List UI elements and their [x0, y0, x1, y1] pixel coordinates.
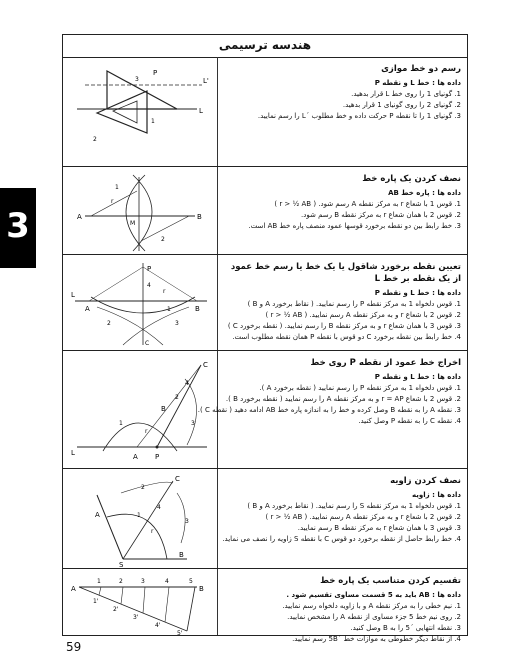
label-3: 3: [135, 76, 139, 83]
step: 3. نقطه انتهایی ´5 را به B وصل کنید.: [350, 624, 461, 632]
label-1: 1: [97, 578, 101, 585]
label-a: A: [95, 511, 100, 519]
label-b: B: [197, 213, 202, 221]
label-b: B: [161, 405, 166, 413]
label-1: 1: [137, 512, 141, 519]
step: 3. نقطه A را به نقطه B وصل کرده و خط را به اندازه پاره خط AB ادامه دهید ( نقطه C ).: [197, 406, 461, 414]
label-a: A: [85, 305, 90, 313]
step: 1. گونیای 1 را روی خط L قرار بدهید.: [351, 90, 461, 98]
label-a: A: [77, 213, 82, 221]
label-2: 2: [161, 236, 165, 243]
step: 4. خط رابط بین نقطه برخورد C دو قوس با نقطه P همان نقطه مطلوب است.: [232, 333, 461, 341]
label-r: r: [163, 288, 166, 295]
label-3: 3: [175, 320, 179, 327]
label-3-prime: 3': [133, 614, 139, 621]
label-2: 2: [119, 578, 123, 585]
label-2: 2: [93, 136, 97, 143]
given-data: داده ها : خط L و نقطه P: [374, 373, 461, 381]
label-l: L: [71, 449, 75, 457]
label-c: C: [145, 340, 150, 347]
chapter-number: 3: [6, 206, 30, 246]
label-4: 4: [185, 380, 189, 387]
step: 3. قوس 3 با همان شعاع r و به مرکز نقطه B را رسم نمایید. ( نقطه برخورد C ): [227, 322, 461, 330]
section-title: رسم دو خط موازی: [381, 64, 461, 74]
step: 4. خط رابط حاصل از نقطه برخورد دو قوس C با نقطه S زاویه را نصف می نماید.: [222, 535, 461, 543]
label-4: 4: [157, 504, 161, 511]
label-p: P: [153, 69, 158, 77]
step: 2. قوس 2 با شعاع r = AP و به مرکز نقطه A را رسم نمایید ( نقطه برخورد B ).: [225, 395, 461, 403]
step: 3. خط رابط بین دو نقطه برخورد قوسها عمود منصف پاره خط AB است.: [248, 222, 461, 230]
label-m: M: [130, 220, 136, 227]
section-title: اخراج خط عمود از نقطه P روی خط: [310, 358, 461, 368]
given-data: داده ها : خط L و نقطه P: [374, 289, 461, 297]
step: 1. قوس دلخواه 1 به مرکز نقطه S را رسم نمایید. ( نقاط برخورد A و B ): [247, 502, 461, 510]
figure-perpendicular-from-point: [67, 259, 213, 349]
label-5: 5: [189, 578, 193, 585]
step: 2. قوس 2 با همان شعاع r به مرکز نقطه B رسم شود.: [301, 211, 461, 219]
label-r: r: [145, 428, 148, 435]
label-p: P: [147, 265, 152, 273]
label-3: 3: [141, 578, 145, 585]
label-1: 1: [115, 184, 119, 191]
given-data: داده ها : AB باید به 5 قسمت مساوی تقسیم شود .: [286, 591, 461, 599]
figure-parallel-lines: [67, 61, 213, 161]
section-perpendicular-from-point: [63, 255, 467, 351]
label-2: 2: [141, 484, 145, 491]
section-title: نصف کردن زاویه: [390, 476, 461, 486]
given-data: داده ها : پاره خط AB: [388, 189, 461, 197]
text-bisect-angle: [222, 475, 461, 545]
page-number: 59: [66, 640, 82, 654]
text-perpendicular-from-point: [225, 261, 461, 343]
label-a: A: [71, 585, 76, 593]
section-title: تقسیم کردن متناسب یک پاره خط: [320, 576, 461, 586]
text-perpendicular-at-point: [197, 357, 461, 427]
given-data: داده ها : خط L و نقطه P: [374, 79, 461, 87]
step: 3. قوس 3 با همان شعاع r به مرکز نقطه B رسم نمایید.: [297, 524, 461, 532]
label-5-prime: 5': [177, 630, 183, 637]
step: 2. روی نیم خط 5 جزء مساوی از نقطه A را مشخص نمایید.: [287, 613, 461, 621]
label-1: 1: [119, 420, 123, 427]
section-bisect-angle: [63, 469, 467, 569]
label-1: 1: [151, 118, 155, 125]
label-r: r: [111, 198, 114, 205]
label-b: B: [195, 305, 200, 313]
step: 4. از نقاط دیگر خطوطی به موازات خط ´5B رسم نمایید.: [292, 635, 461, 643]
label-b: B: [179, 551, 184, 559]
section-title: نصف کردن یک پاره خط: [362, 174, 461, 184]
step: 1. قوس 1 با شعاع r به مرکز نقطه A رسم شود. ( r > ½ AB ): [274, 200, 461, 208]
label-3: 3: [191, 420, 195, 427]
text-divide-segment: [225, 575, 461, 645]
figure-perpendicular-at-point: [67, 355, 213, 465]
label-2: 2: [175, 394, 179, 401]
page-frame: [62, 34, 468, 643]
section-divide-segment: [63, 569, 467, 643]
label-r: r: [151, 528, 154, 535]
label-c: C: [203, 361, 208, 369]
chapter-tab: [0, 188, 36, 268]
label-b: B: [199, 585, 204, 593]
label-l-prime: L': [203, 77, 209, 85]
label-2: 2: [107, 320, 111, 327]
label-3: 3: [185, 518, 189, 525]
label-p: P: [155, 453, 160, 461]
step: 1. قوس دلخواه 1 به مرکز نقطه P را رسم نمایید ( نقطه برخورد A ).: [259, 384, 461, 392]
figure-bisect-segment: [67, 171, 213, 253]
page-title: هندسه ترسیمی: [218, 38, 312, 52]
section-parallel-lines: [63, 57, 467, 167]
step: 2. قوس 2 با شعاع r و به مرکز نقطه A رسم نمایید. ( r > ½ AB ): [265, 311, 461, 319]
given-data: داده ها : زاویه: [412, 491, 461, 499]
header-row: [63, 35, 467, 58]
label-4: 4: [147, 282, 151, 289]
text-bisect-segment: [225, 173, 461, 232]
label-s: S: [119, 561, 124, 569]
label-2-prime: 2': [113, 606, 119, 613]
step: 2. قوس 2 با شعاع r و به مرکز نقطه A رسم نمایید. ( r > ½ AB ): [265, 513, 461, 521]
label-l: L: [199, 107, 203, 115]
label-a: A: [133, 453, 138, 461]
label-4: 4: [165, 578, 169, 585]
label-1-prime: 1': [93, 598, 99, 605]
figure-bisect-angle: [67, 473, 213, 569]
step: 4. نقطه C را به نقطه P وصل کنید.: [358, 417, 461, 425]
section-perpendicular-at-point: [63, 351, 467, 469]
label-1: 1: [167, 306, 171, 313]
step: 2. گونیای 2 را روی گونیای 1 قرار بدهید.: [342, 101, 461, 109]
label-c: C: [175, 475, 180, 483]
step: 3. گونیای 1 را تا نقطه P حرکت داده و خط مطلوب ´L را رسم نمایید.: [257, 112, 461, 120]
text-parallel-lines: [225, 63, 461, 122]
section-bisect-segment: [63, 167, 467, 255]
label-l: L: [71, 291, 75, 299]
section-title: تعیین نقطه برخورد شاقول یا یک خط یا رسم خط عمود از یک نقطه بر خط L: [230, 262, 461, 284]
step: 1. قوس دلخواه 1 به مرکز نقطه P را رسم نمایید. ( نقاط برخورد A و B ): [247, 300, 461, 308]
step: 1. نیم خطی را به مرکز نقطه A و با زاویه دلخواه رسم نمایید.: [282, 602, 461, 610]
label-4-prime: 4': [155, 622, 161, 629]
figure-divide-segment: [67, 573, 213, 635]
